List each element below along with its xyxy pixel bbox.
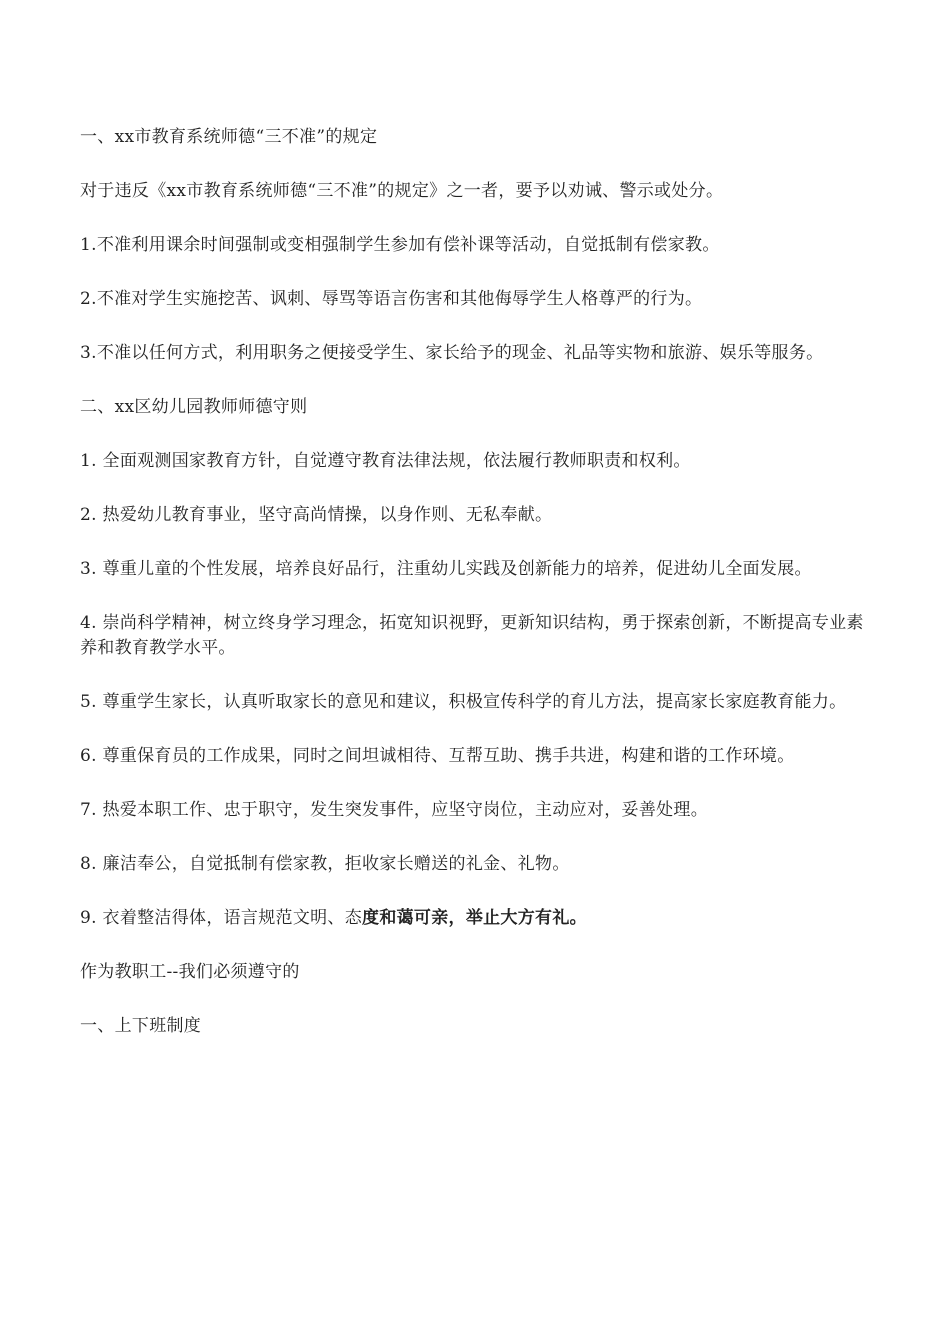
document-body (80, 125, 875, 1068)
code-item-9-normal-text: 9. 衣着整洁得体，语言规范文明、态 (80, 908, 363, 928)
prohibition-item-1: 1.不准利用课余时间强制或变相强制学生参加有偿补课等活动，自觉抵制有偿家教。 (80, 235, 720, 255)
section-heading-kindergarten-code: 二、xx区幼儿园教师师德守则 (80, 397, 308, 417)
code-item-6: 6. 尊重保育员的工作成果，同时之间坦诚相待、互帮互助、携手共进，构建和谐的工作环境。 (80, 746, 795, 766)
code-item-5: 5. 尊重学生家长，认真听取家长的意见和建议，积极宣传科学的育儿方法，提高家长家庭教育能力。 (80, 692, 847, 712)
section-heading-work-hours: 一、上下班制度 (80, 1016, 202, 1036)
staff-rules-heading: 作为教职工--我们必须遵守的 (80, 962, 300, 982)
code-item-4: 4. 崇尚科学精神，树立终身学习理念，拓宽知识视野，更新知识结构，勇于探索创新，不断提高专业素养和教育教学水平。 (80, 613, 864, 658)
intro-paragraph: 对于违反《xx市教育系统师德“三不准”的规定》之一者，要予以劝诫、警示或处分。 (80, 181, 724, 201)
code-item-3: 3. 尊重儿童的个性发展，培养良好品行，注重幼儿实践及创新能力的培养，促进幼儿全面发展。 (80, 559, 812, 579)
code-item-7: 7. 热爱本职工作、忠于职守，发生突发事件，应坚守岗位，主动应对，妥善处理。 (80, 800, 709, 820)
section-heading-three-prohibitions: 一、xx市教育系统师德“三不准”的规定 (80, 127, 378, 147)
code-item-1: 1. 全面观测国家教育方针，自觉遵守教育法律法规，依法履行教师职责和权利。 (80, 451, 691, 471)
prohibition-item-2: 2.不准对学生实施挖苦、讽刺、辱骂等语言伤害和其他侮辱学生人格尊严的行为。 (80, 289, 703, 309)
code-item-2: 2. 热爱幼儿教育事业，坚守高尚情操，以身作则、无私奉献。 (80, 505, 553, 525)
prohibition-item-3: 3.不准以任何方式，利用职务之便接受学生、家长给予的现金、礼品等实物和旅游、娱乐等服务。 (80, 343, 824, 363)
code-item-9 (80, 906, 875, 931)
code-item-9-bold-text: 度和蔼可亲，举止大方有礼。 (362, 908, 587, 928)
code-item-8: 8. 廉洁奉公，自觉抵制有偿家教，拒收家长赠送的礼金、礼物。 (80, 854, 570, 874)
